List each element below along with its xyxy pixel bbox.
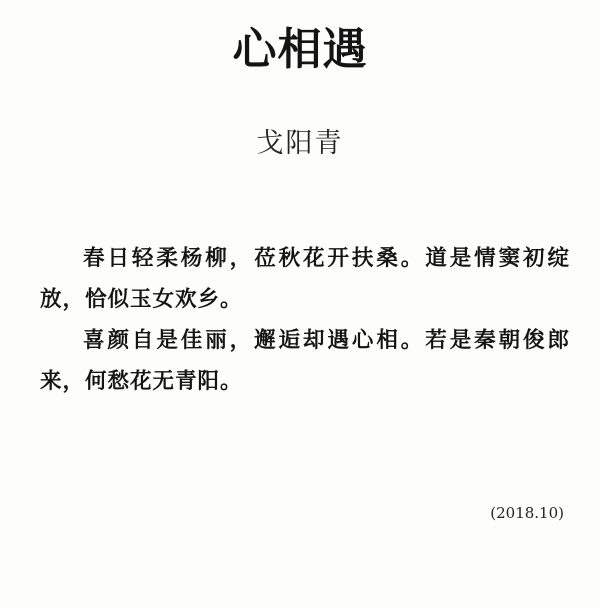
poem-stanza-2: 喜颜自是佳丽，邂逅却遇心相。若是秦朝俊郎来，何愁花无青阳。 (40, 328, 570, 394)
poem-title: 心相遇 (232, 24, 368, 75)
poem-body (40, 238, 570, 402)
poem-author: 戈阳青 (256, 128, 344, 159)
poem-date: (2018.10) (490, 504, 564, 522)
poem-stanza-1: 春日轻柔杨柳，莅秋花开扶桑。道是情窦初绽放，恰似玉女欢乡。 (40, 246, 570, 312)
